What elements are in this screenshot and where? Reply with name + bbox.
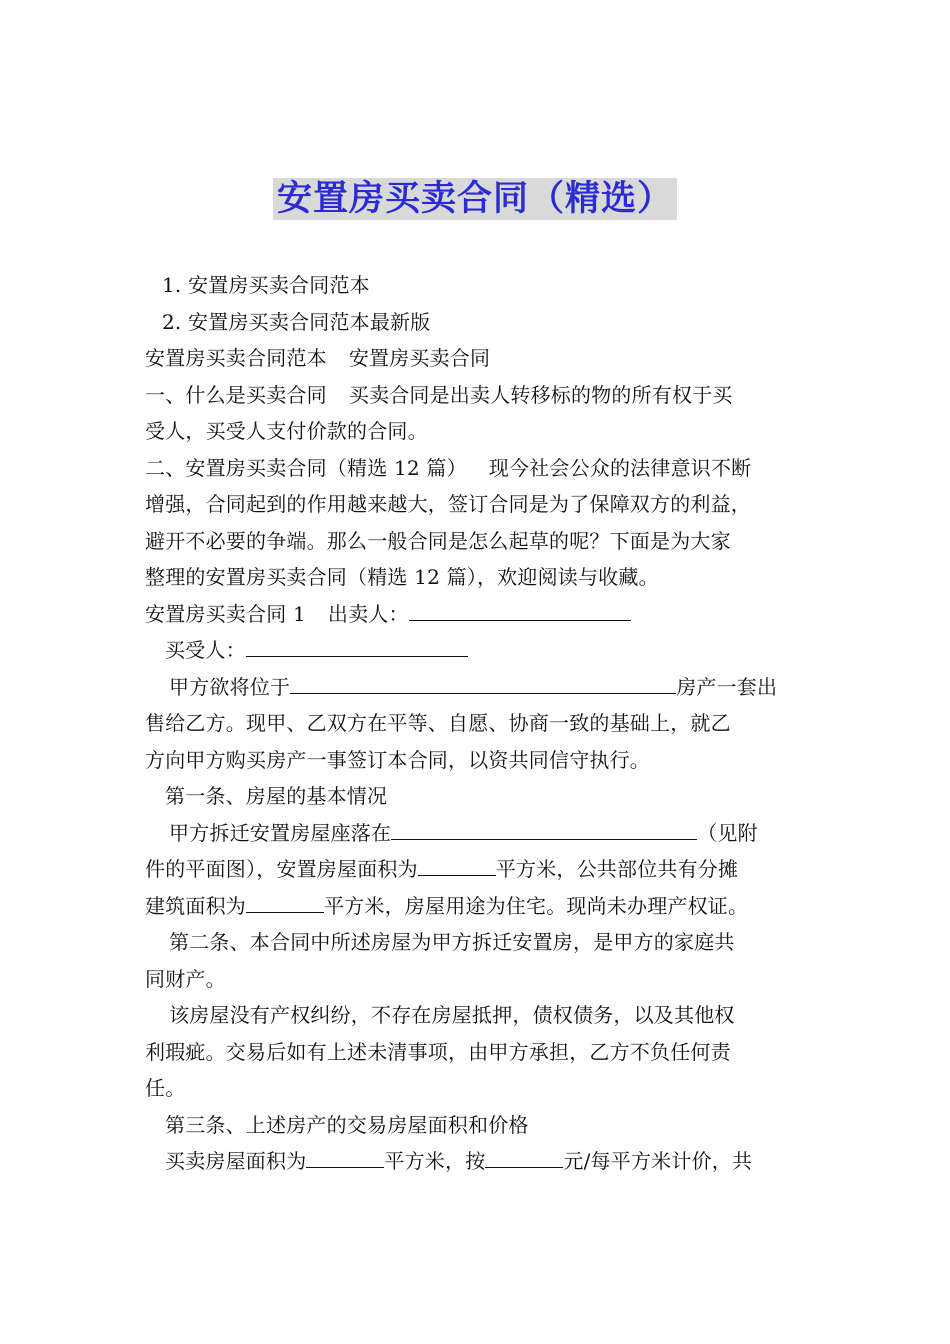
section2-line1 [145,450,810,487]
art2-p2-line1: 该房屋没有产权纠纷，不存在房屋抵押，债权债务，以及其他权 [169,1003,735,1027]
section2-text: 现今社会公众的法律意识不断 [488,455,752,480]
art2-p2-line3: 任。 [145,1076,186,1100]
heading-line [145,340,810,377]
art1-line2-b: 平方米，公共部位共有分摊 [495,857,739,881]
address-blank [391,817,697,840]
document-title: 安置房买卖合同（精选） [273,178,677,220]
heading-a: 安置房买卖合同范本 [145,346,327,370]
shared-area-blank [246,890,324,913]
section1-text: 买卖合同是出卖人转移标的物的所有权于买 [348,382,733,407]
section2-line3: 避开不必要的争端。那么一般合同是怎么起草的呢？下面是为大家 [145,528,731,553]
contract1-label: 安置房买卖合同 1 [145,601,306,626]
art2-line2: 同财产。 [145,966,226,991]
section2-line2: 增强，合同起到的作用越来越大，签订合同是为了保障双方的利益， [145,492,751,516]
art1-line3 [145,888,810,925]
art1-line3-b: 平方米，房屋用途为住宅。现尚未办理产权证。 [324,893,749,918]
art1-b: （见附 [697,820,758,845]
art3-a: 买卖房屋面积为 [165,1149,307,1173]
contract1-buyer-line [145,632,810,669]
section1-line1 [145,377,810,414]
title-container [0,178,950,220]
intro-b: 房产一套出 [676,674,778,699]
art3-c: 元/每平方米计价，共 [563,1149,753,1173]
intro-line2: 售给乙方。现甲、乙双方在平等、自愿、协商一致的基础上，就乙 [145,711,731,735]
buyer-blank [246,634,468,657]
section2-label: 二、安置房买卖合同（精选 12 篇） [145,455,467,480]
art3-title: 第三条、上述房产的交易房屋面积和价格 [165,1112,529,1137]
seller-blank [409,598,631,621]
art3-line1 [145,1143,810,1180]
contract1-seller-line [145,596,810,633]
art2-p2-line2: 利瑕疵。交易后如有上述未清事项，由甲方承担，乙方不负任何责 [145,1039,731,1064]
document-body [145,267,810,1180]
section2-line4: 整理的安置房买卖合同（精选 12 篇），欢迎阅读与收藏。 [145,565,659,589]
art1-line2 [145,851,810,888]
unit-price-blank [485,1145,563,1168]
section1-label: 一、什么是买卖合同 [145,382,327,407]
buyer-label: 买受人： [165,638,246,662]
intro-line1 [145,669,810,706]
intro-a: 甲方欲将位于 [169,674,291,699]
art1-line2-a: 件的平面图），安置房屋面积为 [145,857,418,881]
seller-label: 出卖人： [327,601,409,626]
trade-area-blank [306,1145,384,1168]
art1-line1 [145,815,810,852]
section1-line2: 受人，买受人支付价款的合同。 [145,419,428,443]
toc-item-2[interactable]: 2. 安置房买卖合同范本最新版 [162,309,431,334]
heading-b: 安置房买卖合同 [348,346,491,370]
toc-item-1[interactable]: 1. 安置房买卖合同范本 [162,273,370,297]
art2-line1: 第二条、本合同中所述房屋为甲方拆迁安置房，是甲方的家庭共 [169,930,735,954]
area-blank [418,853,496,876]
location-blank [290,671,676,694]
art1-a: 甲方拆迁安置房屋座落在 [169,820,392,845]
art1-line3-a: 建筑面积为 [145,893,246,918]
art1-title: 第一条、房屋的基本情况 [165,784,388,808]
art3-b: 平方米，按 [384,1149,486,1173]
intro-line3: 方向甲方购买房产一事签订本合同，以资共同信守执行。 [145,747,650,772]
